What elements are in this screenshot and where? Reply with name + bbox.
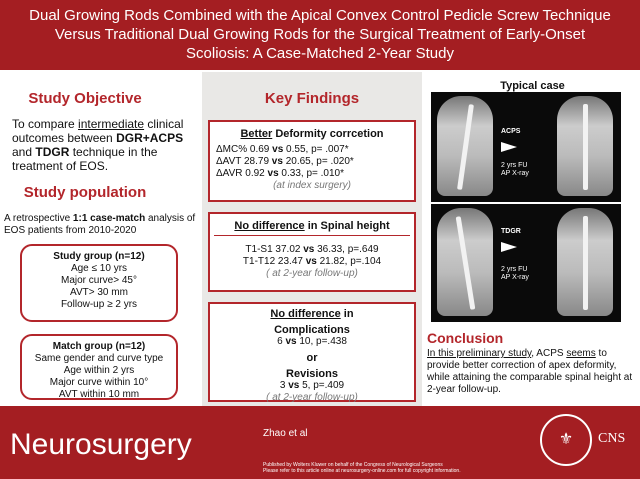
poster-footer <box>0 406 640 479</box>
xray-ap-label: AP X-ray <box>501 170 529 177</box>
finding-deformity-head <box>210 128 414 140</box>
title-line-2: Versus Traditional Dual Growing Rods for the Surgical Treatment of Early-Onset <box>54 26 586 43</box>
finding-deformity-head-rest: Deformity corrcetion <box>272 128 384 140</box>
match-group-item: AVT within 10 mm <box>58 389 140 400</box>
study-group-item: Age ≤ 10 yrs <box>70 263 128 274</box>
typical-case-title: Typical case <box>500 80 565 92</box>
conclusion-underlined: In this preliminary study <box>427 348 532 359</box>
revisions-label: Revisions <box>286 368 338 380</box>
publisher-line-2: Please refer to this article online at neurosurgery-online.com for full copyright information. <box>263 468 461 474</box>
row-rest: 20.65, p= .020* <box>282 156 354 167</box>
cns-seal-icon: ⚜ <box>540 414 592 466</box>
xray-ap-label: AP X-ray <box>501 274 529 281</box>
study-group-box <box>20 244 178 322</box>
row-vs: vs <box>305 256 317 267</box>
row-label: 3 <box>279 380 289 391</box>
study-group-item: Follow-up ≥ 2 yrs <box>60 299 138 310</box>
objective-text-mid: clinical outcomes between <box>12 117 184 145</box>
finding-complications-head <box>210 308 414 320</box>
objective-text-pre: To compare <box>12 117 79 131</box>
finding-height-box <box>208 212 416 292</box>
row-vs: vs <box>285 336 297 347</box>
row-rest: 36.33, p=.649 <box>314 244 379 255</box>
population-text-pre: A retrospective <box>4 213 73 224</box>
finding-height-head <box>214 220 410 236</box>
population-title: Study population <box>23 184 147 201</box>
journal-logo: Neurosurgery <box>10 428 192 461</box>
row-rest: 21.82, p=.104 <box>316 256 382 267</box>
xray-fu-label: 2 yrs FU <box>501 266 528 273</box>
row-label: ΔMC% 0.69 <box>216 144 273 155</box>
or-label: or <box>306 352 318 364</box>
finding-deformity-rows <box>210 144 414 180</box>
conclusion-mid: , ACPS <box>531 348 567 359</box>
row-rest: 0.33, p= .010* <box>278 168 344 179</box>
match-group-item: Same gender and curve type <box>34 353 164 364</box>
finding-row <box>210 244 414 256</box>
finding-deformity-note: (at index surgery) <box>273 180 351 191</box>
row-rest: 10, p=.438 <box>296 336 347 347</box>
left-column <box>0 72 200 406</box>
finding-deformity-box <box>208 120 416 202</box>
finding-complications-box <box>208 302 416 402</box>
finding-row <box>210 256 414 268</box>
xray-postop-image <box>557 208 613 316</box>
conclusion-seems: seems <box>566 348 596 359</box>
finding-no-difference: No difference <box>234 220 305 232</box>
row-label: T1-S1 37.02 <box>245 244 304 255</box>
cns-logo: CNS <box>598 431 626 446</box>
xray-preop-image <box>437 208 493 316</box>
xray-fu-label: 2 yrs FU <box>501 162 528 169</box>
publisher-note <box>263 462 461 474</box>
xray-label-acps: ACPS <box>501 128 521 135</box>
right-column <box>425 72 640 406</box>
population-text <box>4 213 200 237</box>
row-label: T1-T12 23.47 <box>242 256 306 267</box>
row-vs: vs <box>267 168 279 179</box>
finding-row <box>216 144 414 156</box>
key-findings-title: Key Findings <box>264 90 360 107</box>
publisher-line-1: Published by Wolters Kluwer on behalf of the Congress of Neurological Surgeons <box>263 462 443 468</box>
row-label: ΔAVR 0.92 <box>216 168 268 179</box>
middle-column <box>202 72 422 406</box>
objective-text-underlined: intermediate <box>78 117 145 131</box>
row-label: 6 <box>277 336 286 347</box>
finding-row <box>216 168 414 180</box>
row-vs: vs <box>271 156 283 167</box>
objective-text <box>12 117 192 173</box>
row-vs: vs <box>303 244 315 255</box>
xray-panel-acps <box>431 92 621 202</box>
population-case-match: 1:1 case-match <box>72 213 146 224</box>
finding-height-head-rest: in Spinal height <box>304 220 390 232</box>
xray-panel-tdgr <box>431 204 621 322</box>
title-line-1: Dual Growing Rods Combined with the Apical Convex Control Pedicle Screw Technique <box>29 7 611 24</box>
authors: Zhao et al <box>263 428 308 439</box>
study-group-item: Major curve> 45° <box>61 275 137 286</box>
complications-label: Complications <box>274 324 350 336</box>
match-group-title: Match group (n=12) <box>52 341 146 352</box>
xray-label-tdgr: TDGR <box>501 228 521 235</box>
objective-dgr-acps: DGR+ACPS <box>116 131 184 145</box>
row-vs: vs <box>272 144 284 155</box>
objective-text-and: and <box>12 145 36 159</box>
conclusion-post: to provide better correction of apex deformity, while attaining the comparable spinal height at 2-year follow-up. <box>427 348 633 395</box>
xray-postop-image <box>557 96 613 196</box>
conclusion-text <box>427 348 637 396</box>
xray-preop-image <box>437 96 493 196</box>
study-group-item: AVT> 30 mm <box>70 287 128 298</box>
match-group-box <box>20 334 178 400</box>
row-rest: 5, p=.409 <box>299 380 345 391</box>
complications-row <box>210 336 414 348</box>
finding-height-note: ( at 2-year follow-up) <box>266 268 358 279</box>
arrow-right-icon <box>501 142 517 152</box>
finding-row <box>216 156 414 168</box>
finding-height-rows <box>210 244 414 268</box>
finding-complications-head-rest: in <box>340 308 354 320</box>
match-group-item: Major curve within 10° <box>49 377 149 388</box>
title-line-3: Scoliosis: A Case-Matched 2-Year Study <box>186 45 454 62</box>
objective-text-post: technique in the treatment of EOS. <box>12 145 158 173</box>
row-rest: 0.55, p= .007* <box>283 144 349 155</box>
finding-no-difference: No difference <box>270 308 341 320</box>
finding-better: Better <box>240 128 273 140</box>
study-group-title: Study group (n=12) <box>53 251 145 262</box>
objective-tdgr: TDGR <box>35 145 70 159</box>
finding-complications-note: ( at 2-year follow-up) <box>266 392 358 403</box>
conclusion-title: Conclusion <box>427 330 504 346</box>
poster-header <box>0 0 640 70</box>
match-group-item: Age within 2 yrs <box>63 365 135 376</box>
objective-title: Study Objective <box>28 90 142 107</box>
revisions-row <box>210 380 414 392</box>
row-label: ΔAVT 28.79 <box>216 156 272 167</box>
arrow-right-icon <box>501 242 517 252</box>
population-text-post: analysis of EOS patients from 2010-2020 <box>4 213 196 236</box>
row-vs: vs <box>288 380 300 391</box>
